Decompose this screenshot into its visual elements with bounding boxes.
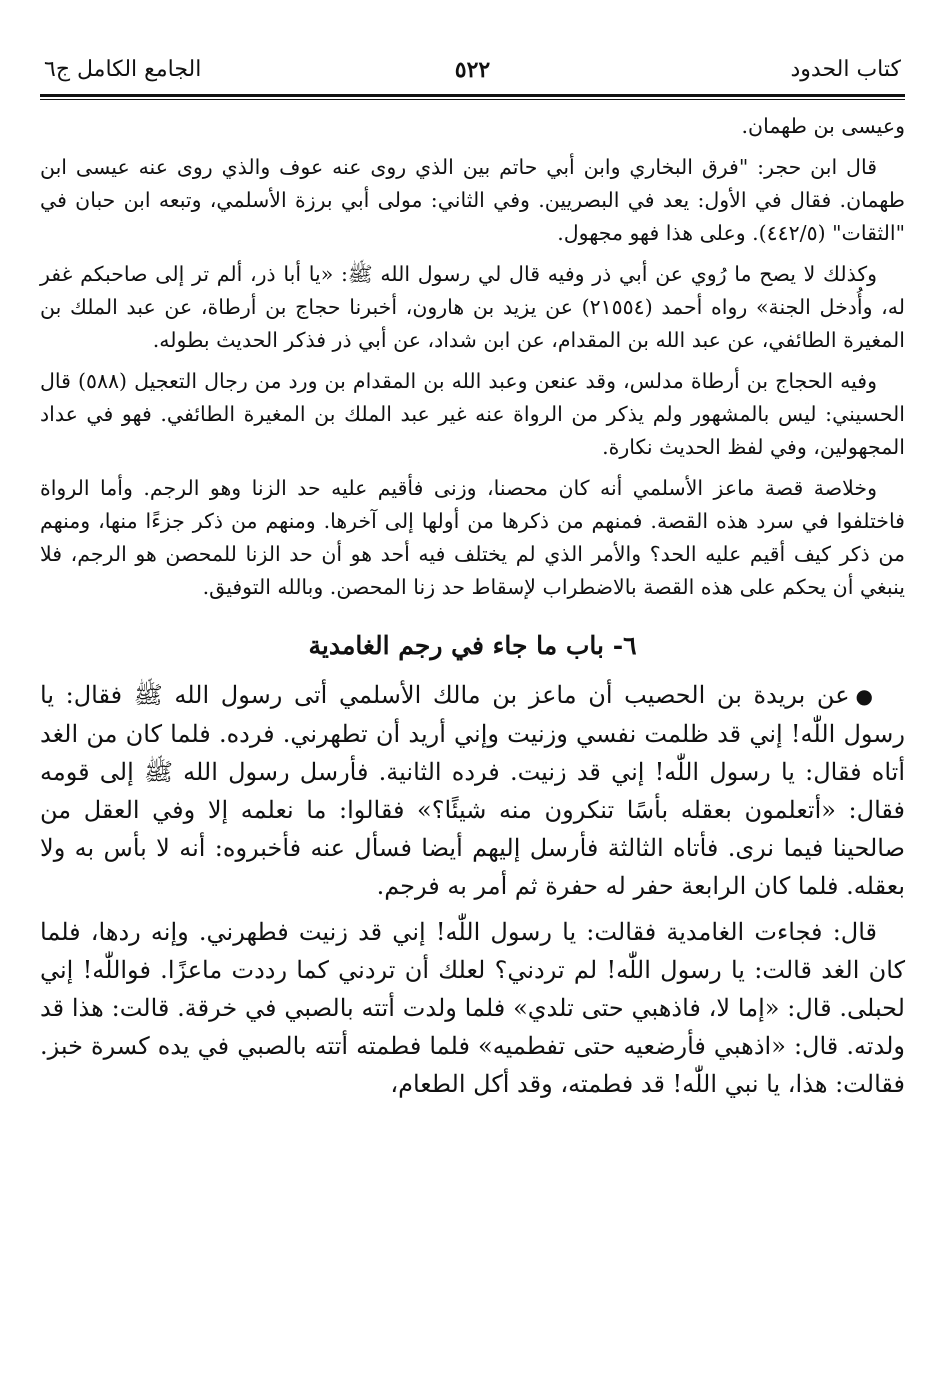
hadith-text-1: عن بريدة بن الحصيب أن ماعز بن مالك الأسلمي أتى رسول الله ﷺ فقال: يا رسول اللّٰه! إني قد ظلمت نفسي وزنيت وإني أريد أن تطهرني. فرده. فلما كان من الغد أتاه فقال: يا رسول اللّٰه! إني قد زنيت. فرده الثانية. فأرسل رسول الله ﷺ إلى قومه فقال: «أتعلمون بعقله بأسًا تنكرون منه شيئًا؟» فقالوا: ما نعلمه إلا وفي العقل من صالحينا فيما نرى. فأتاه الثالثة فأرسل إليهم أيضا فسأل عنه فأخبروه: أنه لا بأس به ولا بعقله. فلما كان الرابعة حفر له حفرة ثم أمر به فرجم.: [40, 681, 906, 900]
page-body: [40, 110, 905, 1103]
chapter-title: كتاب الحدود: [790, 57, 901, 82]
paragraph-2: قال ابن حجر: "فرق البخاري وابن أبي حاتم بين الذي روى عنه عوف والذي روى عنه عيسى ابن طهمان. فقال في الأول: يعد في البصريين. وفي الثاني: مولى أبي برزة الأسلمي، وتبعه ابن حبان في "الثقات" (٤٤٢/٥). وعلى هذا فهو مجهول.: [40, 155, 905, 245]
page-header: [40, 50, 905, 90]
paragraph-3: وكذلك لا يصح ما رُوي عن أبي ذر وفيه قال لي رسول الله ﷺ: «يا أبا ذر، ألم تر إلى صاحبكم غفر له، وأُدخل الجنة» رواه أحمد (٢١٥٥٤) عن يزيد بن هارون، أخبرنا حجاج بن أرطاة، عن عبد الملك بن المغيرة الطائفي، عن عبد الله بن المقدام، عن ابن شداد، عن أبي ذر فذكر الحديث بطوله.: [40, 262, 906, 352]
header-rule-thin: [40, 99, 905, 100]
page-number: ٥٢٢: [454, 57, 491, 83]
hadith-paragraph-2: قال: فجاءت الغامدية فقالت: يا رسول اللّٰه! إني قد زنيت فطهرني. وإنه ردها، فلما كان الغد قالت: يا رسول اللّٰه! لم تردني؟ لعلك أن تردني كما رددت ماعزًا. فواللّٰه! إني لحبلى. قال: «إما لا، فاذهبي حتى تلدي» فلما ولدت أتته بالصبي في خرقة. قالت: هذا قد ولدته. قال: «اذهبي فأرضعيه حتى تفطميه» فلما فطمته أتته بالصبي في يده كسرة خبز. فقالت: هذا، يا نبي اللّٰه! قد فطمته، وقد أكل الطعام،: [40, 918, 905, 1098]
paragraph-4: وفيه الحجاج بن أرطاة مدلس، وقد عنعن وعبد الله بن المقدام بن ورد من رجال التعجيل (٥٨٨) قال الحسيني: ليس بالمشهور ولم يذكر من الرواة عنه غير عبد الملك بن المغيرة الطائفي. فهو في عداد المجهولين، وفي لفظ الحديث نكارة.: [40, 369, 905, 459]
bullet-icon: ●: [855, 684, 877, 708]
paragraph-1: وعيسى بن طهمان.: [741, 114, 905, 138]
section-heading: ٦- باب ما جاء في رجم الغامدية: [308, 631, 637, 660]
paragraph-5: وخلاصة قصة ماعز الأسلمي أنه كان محصنا، وزنى فأقيم عليه حد الزنا وهو الرجم. وأما الرواة فاختلفوا في سرد هذه القصة. فمنهم من ذكرها من أولها إلى آخرها. ومنهم من ذكر جزءًا منها، ومنهم من ذكر كيف أقيم عليه الحد؟ والأمر الذي لم يختلف فيه أحد هو أن حد الزنا للمحصن هو الرجم، فلا ينبغي أن يحكم على هذه القصة بالاضطراب لإسقاط حد زنا المحصن. وبالله التوفيق.: [40, 476, 905, 599]
header-rule-thick: [40, 94, 905, 97]
book-title: الجامع الكامل ج٦: [44, 57, 202, 82]
hadith-paragraph-1: [40, 676, 905, 905]
